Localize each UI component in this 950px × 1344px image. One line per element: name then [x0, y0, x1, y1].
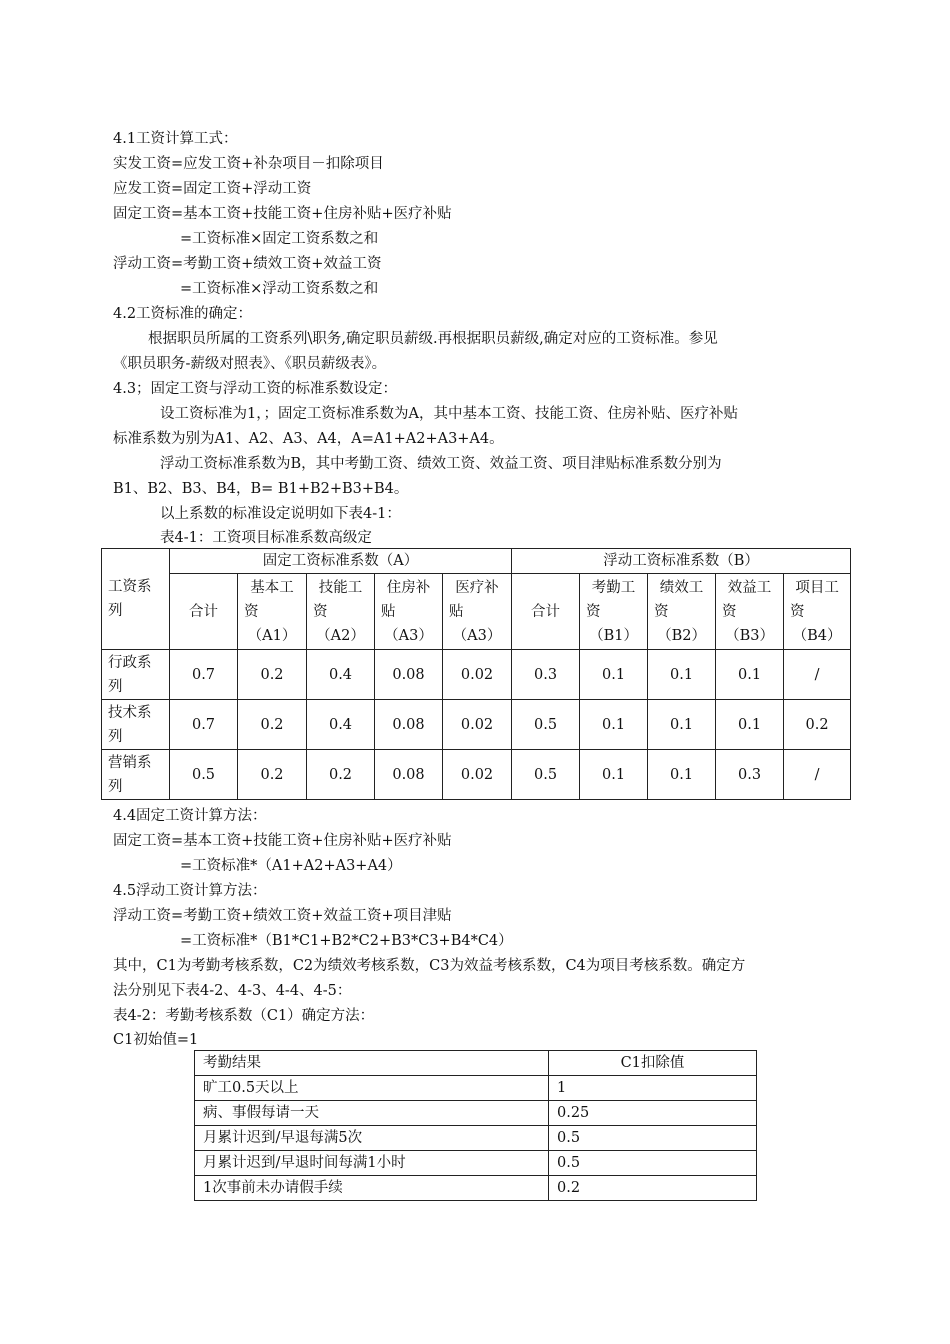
attendance-result: 病、事假每请一天 [195, 1101, 549, 1126]
table-cell: 0.02 [443, 700, 512, 750]
table-cell: 0.1 [716, 650, 784, 700]
table-cell: 0.3 [512, 650, 580, 700]
table-cell: 0.2 [238, 750, 307, 800]
header-a3: 住房补 贴 （A3） [375, 574, 443, 650]
table-cell: 0.5 [512, 700, 580, 750]
c1-initial-value: C1初始值=1 [113, 1032, 199, 1048]
table-cell: 0.2 [784, 700, 851, 750]
table-cell: 0.5 [170, 750, 238, 800]
table-cell: 0.02 [443, 750, 512, 800]
attendance-result: 旷工0.5天以上 [195, 1076, 549, 1101]
paragraph-4-3-line5: 以上系数的标准设定说明如下表4-1： [160, 506, 401, 522]
table-cell: 0.2 [238, 700, 307, 750]
paragraph-4-3-line4: B1、B2、B3、B4，B= B1+B2+B3+B4。 [113, 481, 409, 497]
table-row [195, 1101, 757, 1126]
header-fixed-total: 合计 [170, 574, 238, 650]
table-cell: 0.7 [170, 700, 238, 750]
table-cell: 0.08 [375, 700, 443, 750]
table-row [195, 1176, 757, 1201]
section-4-3-heading: 4.3；固定工资与浮动工资的标准系数设定： [113, 381, 398, 397]
table-cell: / [784, 650, 851, 700]
c1-deduction: 1 [549, 1076, 757, 1101]
formula-float-calc-cont: =工资标准*（B1*C1+B2*C2+B3*C3+B4*C4） [180, 933, 513, 949]
c1-deduction: 0.2 [549, 1176, 757, 1201]
table-header-row-2 [102, 574, 851, 650]
table-row [195, 1076, 757, 1101]
table-cell: 0.1 [648, 650, 716, 700]
table-cell: 0.5 [512, 750, 580, 800]
table-cell: 0.1 [648, 700, 716, 750]
header-b3: 效益工 资 （B3） [716, 574, 784, 650]
section-4-4-heading: 4.4固定工资计算方法： [113, 808, 267, 824]
table-row [102, 650, 851, 700]
header-fixed-group: 固定工资标准系数（A） [170, 549, 512, 574]
table-cell: 0.3 [716, 750, 784, 800]
formula-fixed-pay: 固定工资=基本工资+技能工资+住房补贴+医疗补贴 [113, 206, 452, 222]
table-cell: 0.4 [307, 700, 375, 750]
table-row [195, 1151, 757, 1176]
attendance-result: 月累计迟到/早退时间每满1小时 [195, 1151, 549, 1176]
attendance-table [194, 1050, 757, 1201]
section-4-1-heading: 4.1工资计算工式： [113, 131, 238, 147]
header-a4: 医疗补 贴 （A3） [443, 574, 512, 650]
row-series-name: 技术系 列 [102, 700, 170, 750]
attendance-result: 月累计迟到/早退每满5次 [195, 1126, 549, 1151]
row-series-name: 行政系 列 [102, 650, 170, 700]
header-b2: 绩效工 资 （B2） [648, 574, 716, 650]
table-cell: 0.2 [238, 650, 307, 700]
table-cell: 0.1 [648, 750, 716, 800]
table-cell: 0.4 [307, 650, 375, 700]
table-cell: 0.1 [580, 750, 648, 800]
formula-net-pay: 实发工资=应发工资+补杂项目－扣除项目 [113, 156, 384, 172]
paragraph-4-2-line1: 根据职员所属的工资系列\职务,确定职员薪级.再根据职员薪级,确定对应的工资标准。参见 [148, 331, 718, 347]
table-header-row [195, 1051, 757, 1076]
header-a1: 基本工 资 （A1） [238, 574, 307, 650]
paragraph-4-3-line1: 设工资标准为1，；固定工资标准系数为A，其中基本工资、技能工资、住房补贴、医疗补贴 [160, 406, 738, 422]
paragraph-4-5-line1: 其中，C1为考勤考核系数，C2为绩效考核系数，C3为效益考核系数，C4为项目考核系数。确定方 [113, 958, 746, 974]
header-float-total: 合计 [512, 574, 580, 650]
paragraph-4-3-line3: 浮动工资标准系数为B，其中考勤工资、绩效工资、效益工资、项目津贴标准系数分别为 [160, 456, 722, 472]
section-4-5-heading: 4.5浮动工资计算方法： [113, 883, 267, 899]
table-row [102, 750, 851, 800]
table-cell: 0.1 [716, 700, 784, 750]
formula-fixed-calc: 固定工资=基本工资+技能工资+住房补贴+医疗补贴 [113, 833, 452, 849]
section-4-2-heading: 4.2工资标准的确定： [113, 306, 253, 322]
paragraph-4-5-line2: 法分别见下表4-2、4-3、4-4、4-5： [113, 983, 352, 999]
table-cell: 0.1 [580, 700, 648, 750]
formula-float-pay: 浮动工资=考勤工资+绩效工资+效益工资 [113, 256, 382, 272]
c1-deduction: 0.5 [549, 1151, 757, 1176]
table-cell: 0.7 [170, 650, 238, 700]
c1-deduction: 0.25 [549, 1101, 757, 1126]
attendance-result: 1次事前未办请假手续 [195, 1176, 549, 1201]
header-attendance-result: 考勤结果 [195, 1051, 549, 1076]
table-row [195, 1126, 757, 1151]
paragraph-4-2-line2: 《职员职务-薪级对照表》、《职员薪级表》。 [113, 356, 387, 372]
paragraph-4-3-line2: 标准系数为别为A1、A2、A3、A4，A=A1+A2+A3+A4。 [113, 431, 504, 447]
formula-float-calc: 浮动工资=考勤工资+绩效工资+效益工资+项目津贴 [113, 908, 452, 924]
row-series-name: 营销系 列 [102, 750, 170, 800]
table-cell: / [784, 750, 851, 800]
table-cell: 0.2 [307, 750, 375, 800]
formula-fixed-calc-cont: =工资标准*（A1+A2+A3+A4） [180, 858, 402, 874]
coefficient-table [101, 548, 851, 800]
formula-float-pay-cont: =工资标准×浮动工资系数之和 [180, 281, 379, 297]
table-cell: 0.08 [375, 750, 443, 800]
table-row [102, 700, 851, 750]
header-float-group: 浮动工资标准系数（B） [512, 549, 851, 574]
header-b1: 考勤工 资 （B1） [580, 574, 648, 650]
table-4-1-caption: 表4-1：工资项目标准系数高级定 [160, 530, 372, 546]
header-c1-deduction: C1扣除值 [549, 1051, 757, 1076]
table-4-2-caption: 表4-2：考勤考核系数（C1）确定方法： [113, 1008, 375, 1024]
header-series: 工资系 列 [102, 549, 170, 650]
table-cell: 0.02 [443, 650, 512, 700]
table-header-row-1 [102, 549, 851, 574]
formula-fixed-pay-cont: =工资标准×固定工资系数之和 [180, 231, 379, 247]
table-cell: 0.08 [375, 650, 443, 700]
c1-deduction: 0.5 [549, 1126, 757, 1151]
formula-gross-pay: 应发工资=固定工资+浮动工资 [113, 181, 312, 197]
header-a2: 技能工 资 （A2） [307, 574, 375, 650]
table-cell: 0.1 [580, 650, 648, 700]
header-b4: 项目工 资 （B4） [784, 574, 851, 650]
